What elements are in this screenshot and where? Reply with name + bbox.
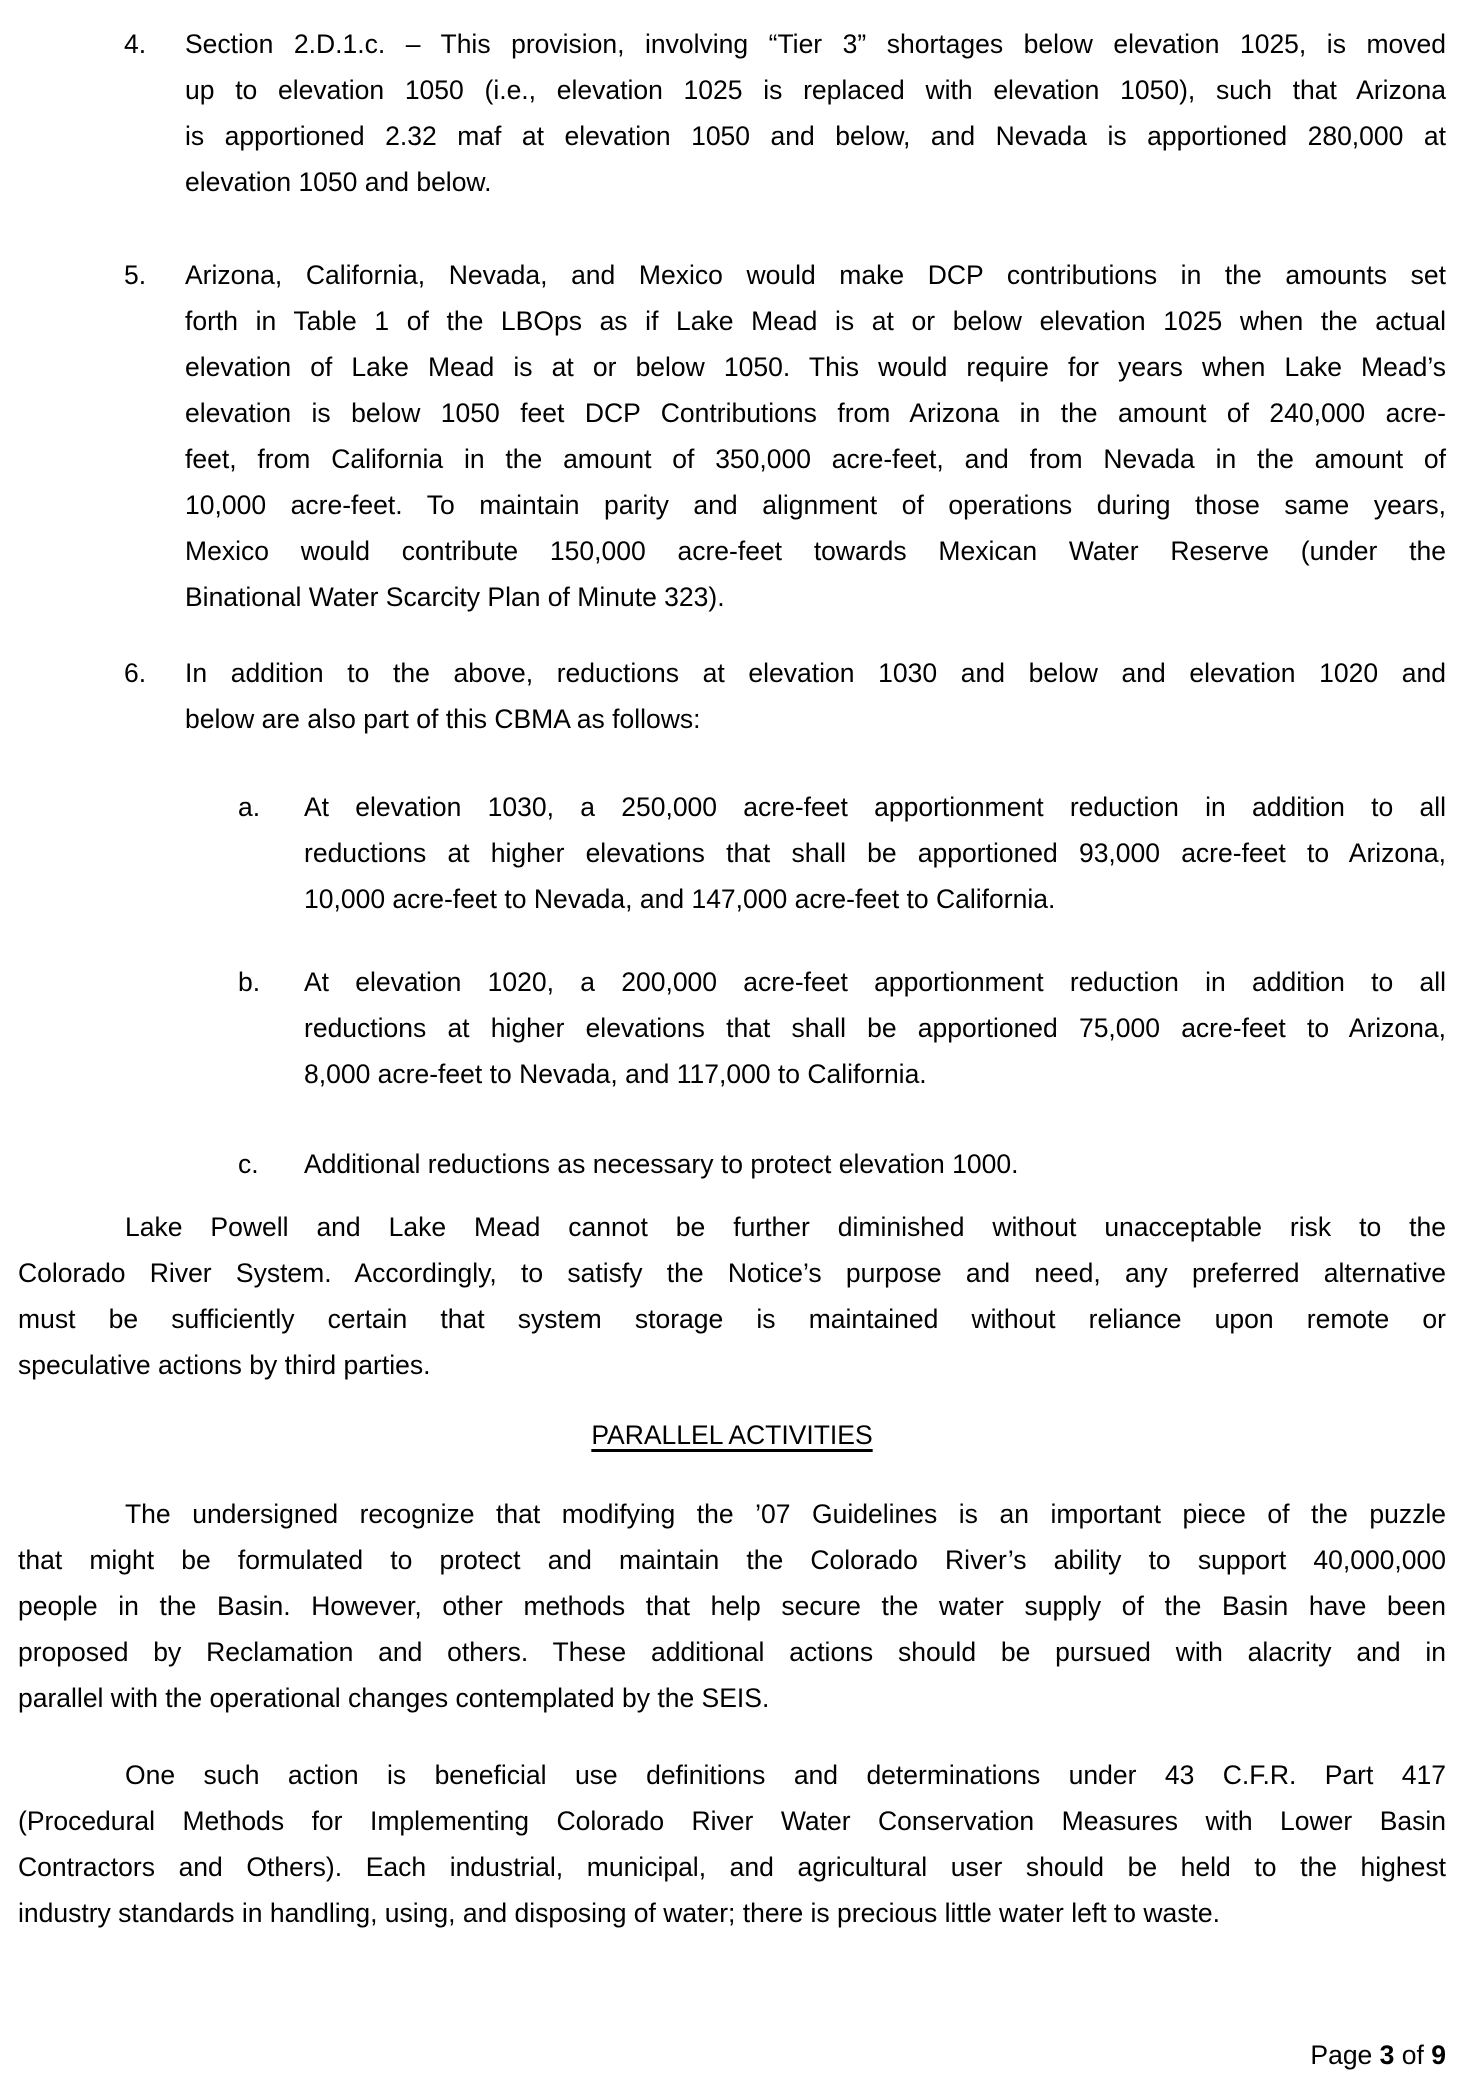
document-body: [18, 21, 1446, 1936]
text-line: people in the Basin. However, other methods that help secure the water supply of the Basin have been: [18, 1591, 1446, 1621]
list-item: [238, 784, 1446, 922]
list-item: [238, 959, 1446, 1097]
text-line: forth in Table 1 of the LBOps as if Lake Mead is at or below elevation 1025 when the actual: [185, 306, 1446, 336]
text-line: elevation is below 1050 feet DCP Contributions from Arizona in the amount of 240,000 acre-: [185, 398, 1446, 428]
footer-page-number: 3: [1379, 2040, 1395, 2070]
text-line: Mexico would contribute 150,000 acre-feet towards Mexican Water Reserve (under the: [185, 536, 1446, 566]
list-item-marker: 5.: [124, 260, 147, 290]
text-line: industry standards in handling, using, and disposing of water; there is precious little water left to waste.: [18, 1898, 1220, 1928]
text-line: (Procedural Methods for Implementing Colorado River Water Conservation Measures with Lower Basin: [18, 1806, 1446, 1836]
footer-total-pages: 9: [1431, 2040, 1446, 2070]
paragraph: [18, 1752, 1446, 1936]
text-line: Colorado River System. Accordingly, to satisfy the Notice’s purpose and need, any preferred alternative: [18, 1258, 1446, 1288]
text-line: elevation of Lake Mead is at or below 1050. This would require for years when Lake Mead’s: [185, 352, 1446, 382]
text-line: Section 2.D.1.c. – This provision, involving “Tier 3” shortages below elevation 1025, is moved: [185, 29, 1446, 59]
text-line: 10,000 acre-feet. To maintain parity and alignment of operations during those same years,: [185, 490, 1446, 520]
heading-text: PARALLEL ACTIVITIES: [591, 1420, 873, 1450]
list-item: [124, 650, 1446, 742]
text-line: proposed by Reclamation and others. These additional actions should be pursued with alacrity and in: [18, 1637, 1446, 1667]
text-line: One such action is beneficial use definitions and determinations under 43 C.F.R. Part 417: [125, 1760, 1446, 1790]
list-item: [124, 21, 1446, 205]
text-line: parallel with the operational changes contemplated by the SEIS.: [18, 1683, 770, 1713]
list-item-marker: b.: [238, 967, 261, 997]
text-line: Additional reductions as necessary to protect elevation 1000.: [304, 1149, 1019, 1179]
list-item-marker: 4.: [124, 29, 147, 59]
text-line: feet, from California in the amount of 350,000 acre-feet, and from Nevada in the amount of: [185, 444, 1446, 474]
list-item-marker: a.: [238, 792, 261, 822]
text-line: At elevation 1030, a 250,000 acre-feet apportionment reduction in addition to all: [304, 792, 1446, 822]
text-line: speculative actions by third parties.: [18, 1350, 431, 1380]
list-item-marker: 6.: [124, 658, 147, 688]
list-item: [124, 252, 1446, 620]
footer-of-label: of: [1394, 2040, 1432, 2070]
text-line: At elevation 1020, a 200,000 acre-feet apportionment reduction in addition to all: [304, 967, 1446, 997]
paragraph: [18, 1204, 1446, 1388]
text-line: Contractors and Others). Each industrial, municipal, and agricultural user should be held to the highest: [18, 1852, 1446, 1882]
text-line: reductions at higher elevations that shall be apportioned 93,000 acre-feet to Arizona,: [304, 838, 1446, 868]
text-line: Lake Powell and Lake Mead cannot be further diminished without unacceptable risk to the: [125, 1212, 1446, 1242]
text-line: 8,000 acre-feet to Nevada, and 117,000 to California.: [304, 1059, 927, 1089]
text-line: is apportioned 2.32 maf at elevation 1050 and below, and Nevada is apportioned 280,000 at: [185, 121, 1446, 151]
text-line: In addition to the above, reductions at elevation 1030 and below and elevation 1020 and: [185, 658, 1446, 688]
text-line: reductions at higher elevations that shall be apportioned 75,000 acre-feet to Arizona,: [304, 1013, 1446, 1043]
page-footer: [1310, 2032, 1446, 2078]
text-line: up to elevation 1050 (i.e., elevation 1025 is replaced with elevation 1050), such that Arizona: [185, 75, 1446, 105]
text-line: 10,000 acre-feet to Nevada, and 147,000 acre-feet to California.: [304, 884, 1056, 914]
text-line: Arizona, California, Nevada, and Mexico would make DCP contributions in the amounts set: [185, 260, 1446, 290]
text-line: that might be formulated to protect and maintain the Colorado River’s ability to support 40,000,000: [18, 1545, 1446, 1575]
text-line: Binational Water Scarcity Plan of Minute 323).: [185, 582, 725, 612]
text-line: The undersigned recognize that modifying the ’07 Guidelines is an important piece of the puzzle: [125, 1499, 1446, 1529]
footer-page-label: Page: [1310, 2040, 1380, 2070]
text-line: must be sufficiently certain that system storage is maintained without reliance upon remote or: [18, 1304, 1446, 1334]
text-line: below are also part of this CBMA as follows:: [185, 704, 701, 734]
list-item: [238, 1141, 1446, 1187]
section-heading: [18, 1412, 1446, 1458]
list-item-marker: c.: [238, 1149, 259, 1179]
text-line: elevation 1050 and below.: [185, 167, 492, 197]
paragraph: [18, 1491, 1446, 1721]
